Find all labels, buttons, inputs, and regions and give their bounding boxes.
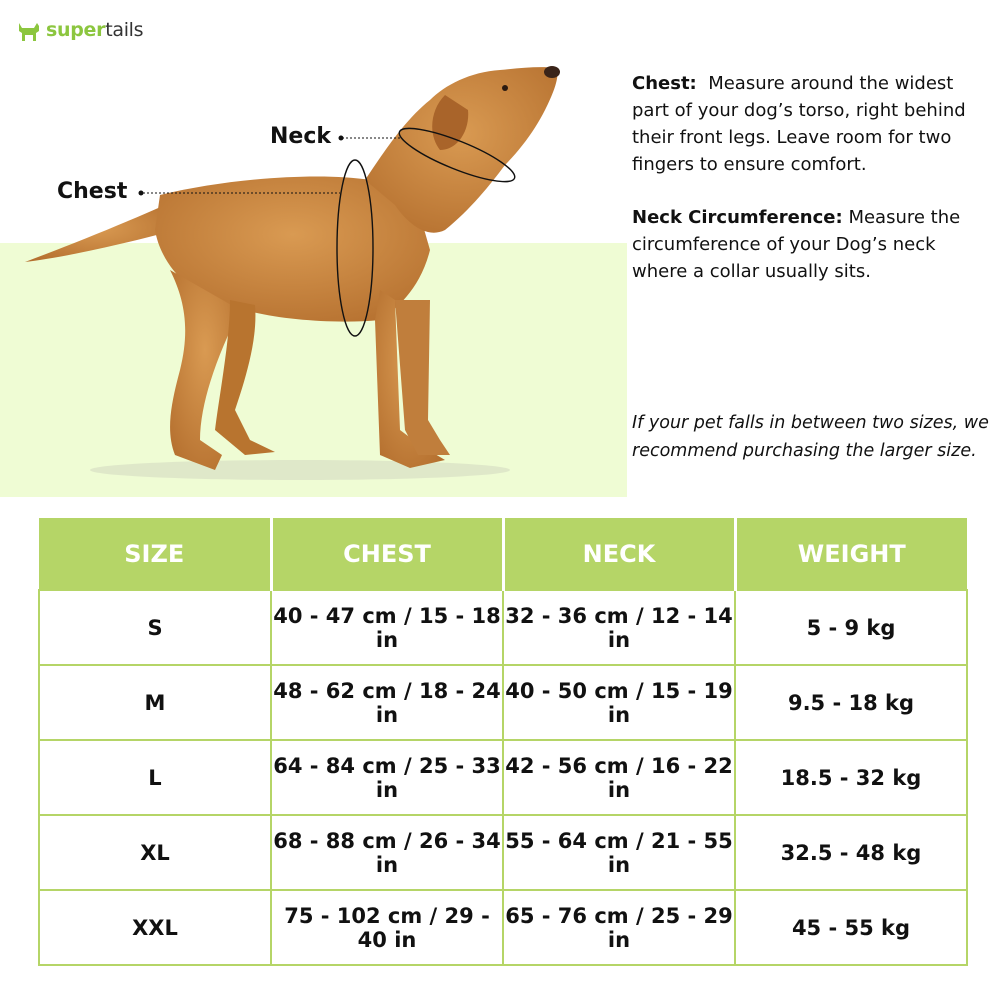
size-cell: M <box>39 665 271 740</box>
header-weight: WEIGHT <box>735 518 967 590</box>
size-tip: If your pet falls in between two sizes, we recommend purchasing the larger size. <box>632 413 989 461</box>
brand-logo <box>16 12 143 48</box>
dog-illustration <box>0 55 640 505</box>
size-cell: L <box>39 740 271 815</box>
chest-instructions-text: Measure around the widest part of your dog’s torso, right behind their front legs. Leave room for two fingers to ensure comfort. <box>632 73 966 175</box>
neck-instructions-title: Neck Circumference: <box>632 207 843 228</box>
weight-cell: 45 - 55 kg <box>735 890 967 965</box>
brand-name-prefix: super <box>46 19 106 41</box>
neck-instructions <box>632 204 992 285</box>
chest-cell: 75 - 102 cm / 29 - 40 in <box>271 890 503 965</box>
weight-cell: 9.5 - 18 kg <box>735 665 967 740</box>
size-chart-table <box>38 518 968 966</box>
table-row <box>39 665 967 740</box>
size-cell: XXL <box>39 890 271 965</box>
chest-cell: 64 - 84 cm / 25 - 33 in <box>271 740 503 815</box>
size-cell: S <box>39 590 271 665</box>
weight-cell: 5 - 9 kg <box>735 590 967 665</box>
table-row <box>39 890 967 965</box>
weight-cell: 32.5 - 48 kg <box>735 815 967 890</box>
dog-logo-icon <box>16 17 42 43</box>
neck-cell: 65 - 76 cm / 25 - 29 in <box>503 890 735 965</box>
table-row <box>39 590 967 665</box>
neck-instructions-text: Measure the circumference of your Dog’s neck where a collar usually sits. <box>632 207 961 282</box>
chest-instructions <box>632 70 992 178</box>
header-chest: CHEST <box>271 518 503 590</box>
neck-cell: 32 - 36 cm / 12 - 14 in <box>503 590 735 665</box>
size-cell: XL <box>39 815 271 890</box>
chest-instructions-title: Chest: <box>632 73 697 94</box>
neck-cell: 42 - 56 cm / 16 - 22 in <box>503 740 735 815</box>
neck-cell: 40 - 50 cm / 15 - 19 in <box>503 665 735 740</box>
chest-cell: 68 - 88 cm / 26 - 34 in <box>271 815 503 890</box>
table-header-row <box>39 518 967 590</box>
chest-cell: 48 - 62 cm / 18 - 24 in <box>271 665 503 740</box>
brand-name <box>46 19 143 41</box>
brand-name-suffix: tails <box>105 19 144 41</box>
table-row <box>39 740 967 815</box>
header-size: SIZE <box>39 518 271 590</box>
table-row <box>39 815 967 890</box>
header-neck: NECK <box>503 518 735 590</box>
chest-label: Chest <box>57 179 128 204</box>
chest-cell: 40 - 47 cm / 15 - 18 in <box>271 590 503 665</box>
weight-cell: 18.5 - 32 kg <box>735 740 967 815</box>
neck-label: Neck <box>270 124 332 149</box>
neck-cell: 55 - 64 cm / 21 - 55 in <box>503 815 735 890</box>
